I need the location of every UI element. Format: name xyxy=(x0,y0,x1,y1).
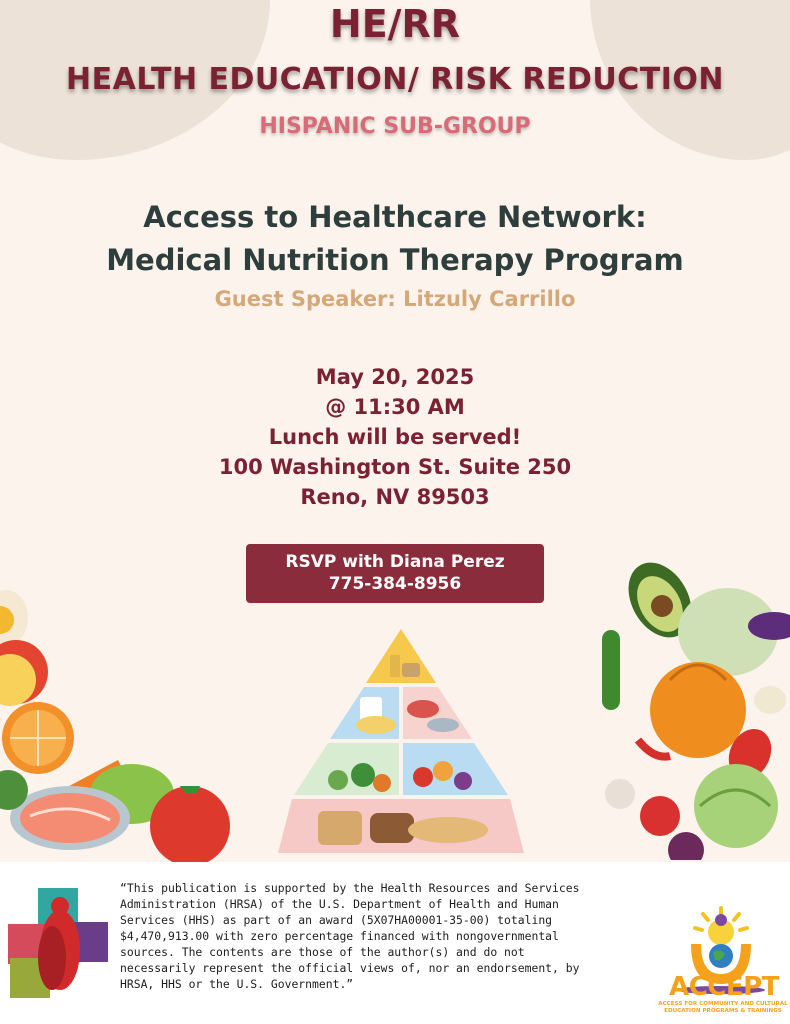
disclaimer-line: HRSA, HHS or the U.S. Government.” xyxy=(120,977,354,991)
accept-tagline-line1: ACCESS FOR COMMUNITY AND CULTURAL xyxy=(658,1001,788,1007)
rsvp-box xyxy=(246,544,544,603)
header-subgroup: HISPANIC SUB-GROUP xyxy=(259,114,531,139)
disclaimer-line: “This publication is supported by the Health Resources and Services xyxy=(120,881,580,895)
disclaimer-line: sources. The contents are those of the author(s) and do not xyxy=(120,945,525,959)
accept-logo-word: ACCEPT xyxy=(669,972,779,1002)
event-address-line2: Reno, NV 89503 xyxy=(300,485,490,509)
accept-logo-tagline xyxy=(658,1001,788,1015)
food-illustration-right xyxy=(590,560,790,860)
rsvp-contact: RSVP with Diana Perez xyxy=(285,552,505,572)
header-acronym: HE/RR xyxy=(329,2,461,46)
disclaimer-line: Administration (HRSA) of the U.S. Department of Health and Human xyxy=(120,897,559,911)
funding-disclaimer xyxy=(120,880,655,992)
event-address-line1: 100 Washington St. Suite 250 xyxy=(218,455,572,479)
event-title-line2: Medical Nutrition Therapy Program xyxy=(106,243,684,277)
rsvp-phone: 775-384-8956 xyxy=(328,574,462,594)
guest-speaker: Guest Speaker: Litzuly Carrillo xyxy=(214,287,576,311)
food-illustration-left xyxy=(0,580,250,880)
event-time: @ 11:30 AM xyxy=(325,395,465,419)
event-title-line1: Access to Healthcare Network: xyxy=(143,200,647,234)
event-details xyxy=(0,362,790,512)
accept-tagline-line2: EDUCATION PROGRAMS & TRAININGS xyxy=(664,1008,782,1014)
disclaimer-line: Services (HHS) as part of an award (5X07HA00001-35-00) totaling xyxy=(120,913,553,927)
food-pyramid-icon xyxy=(278,625,524,857)
event-lunch-note: Lunch will be served! xyxy=(268,425,522,449)
cross-logo-icon xyxy=(8,888,110,1000)
disclaimer-line: $4,470,913.00 with zero percentage financed with nongovernmental xyxy=(120,929,559,943)
event-date: May 20, 2025 xyxy=(315,365,475,389)
header-full-name: HEALTH EDUCATION/ RISK REDUCTION xyxy=(66,62,724,97)
disclaimer-line: necessarily represent the official views of, nor an endorsement, by xyxy=(120,961,580,975)
